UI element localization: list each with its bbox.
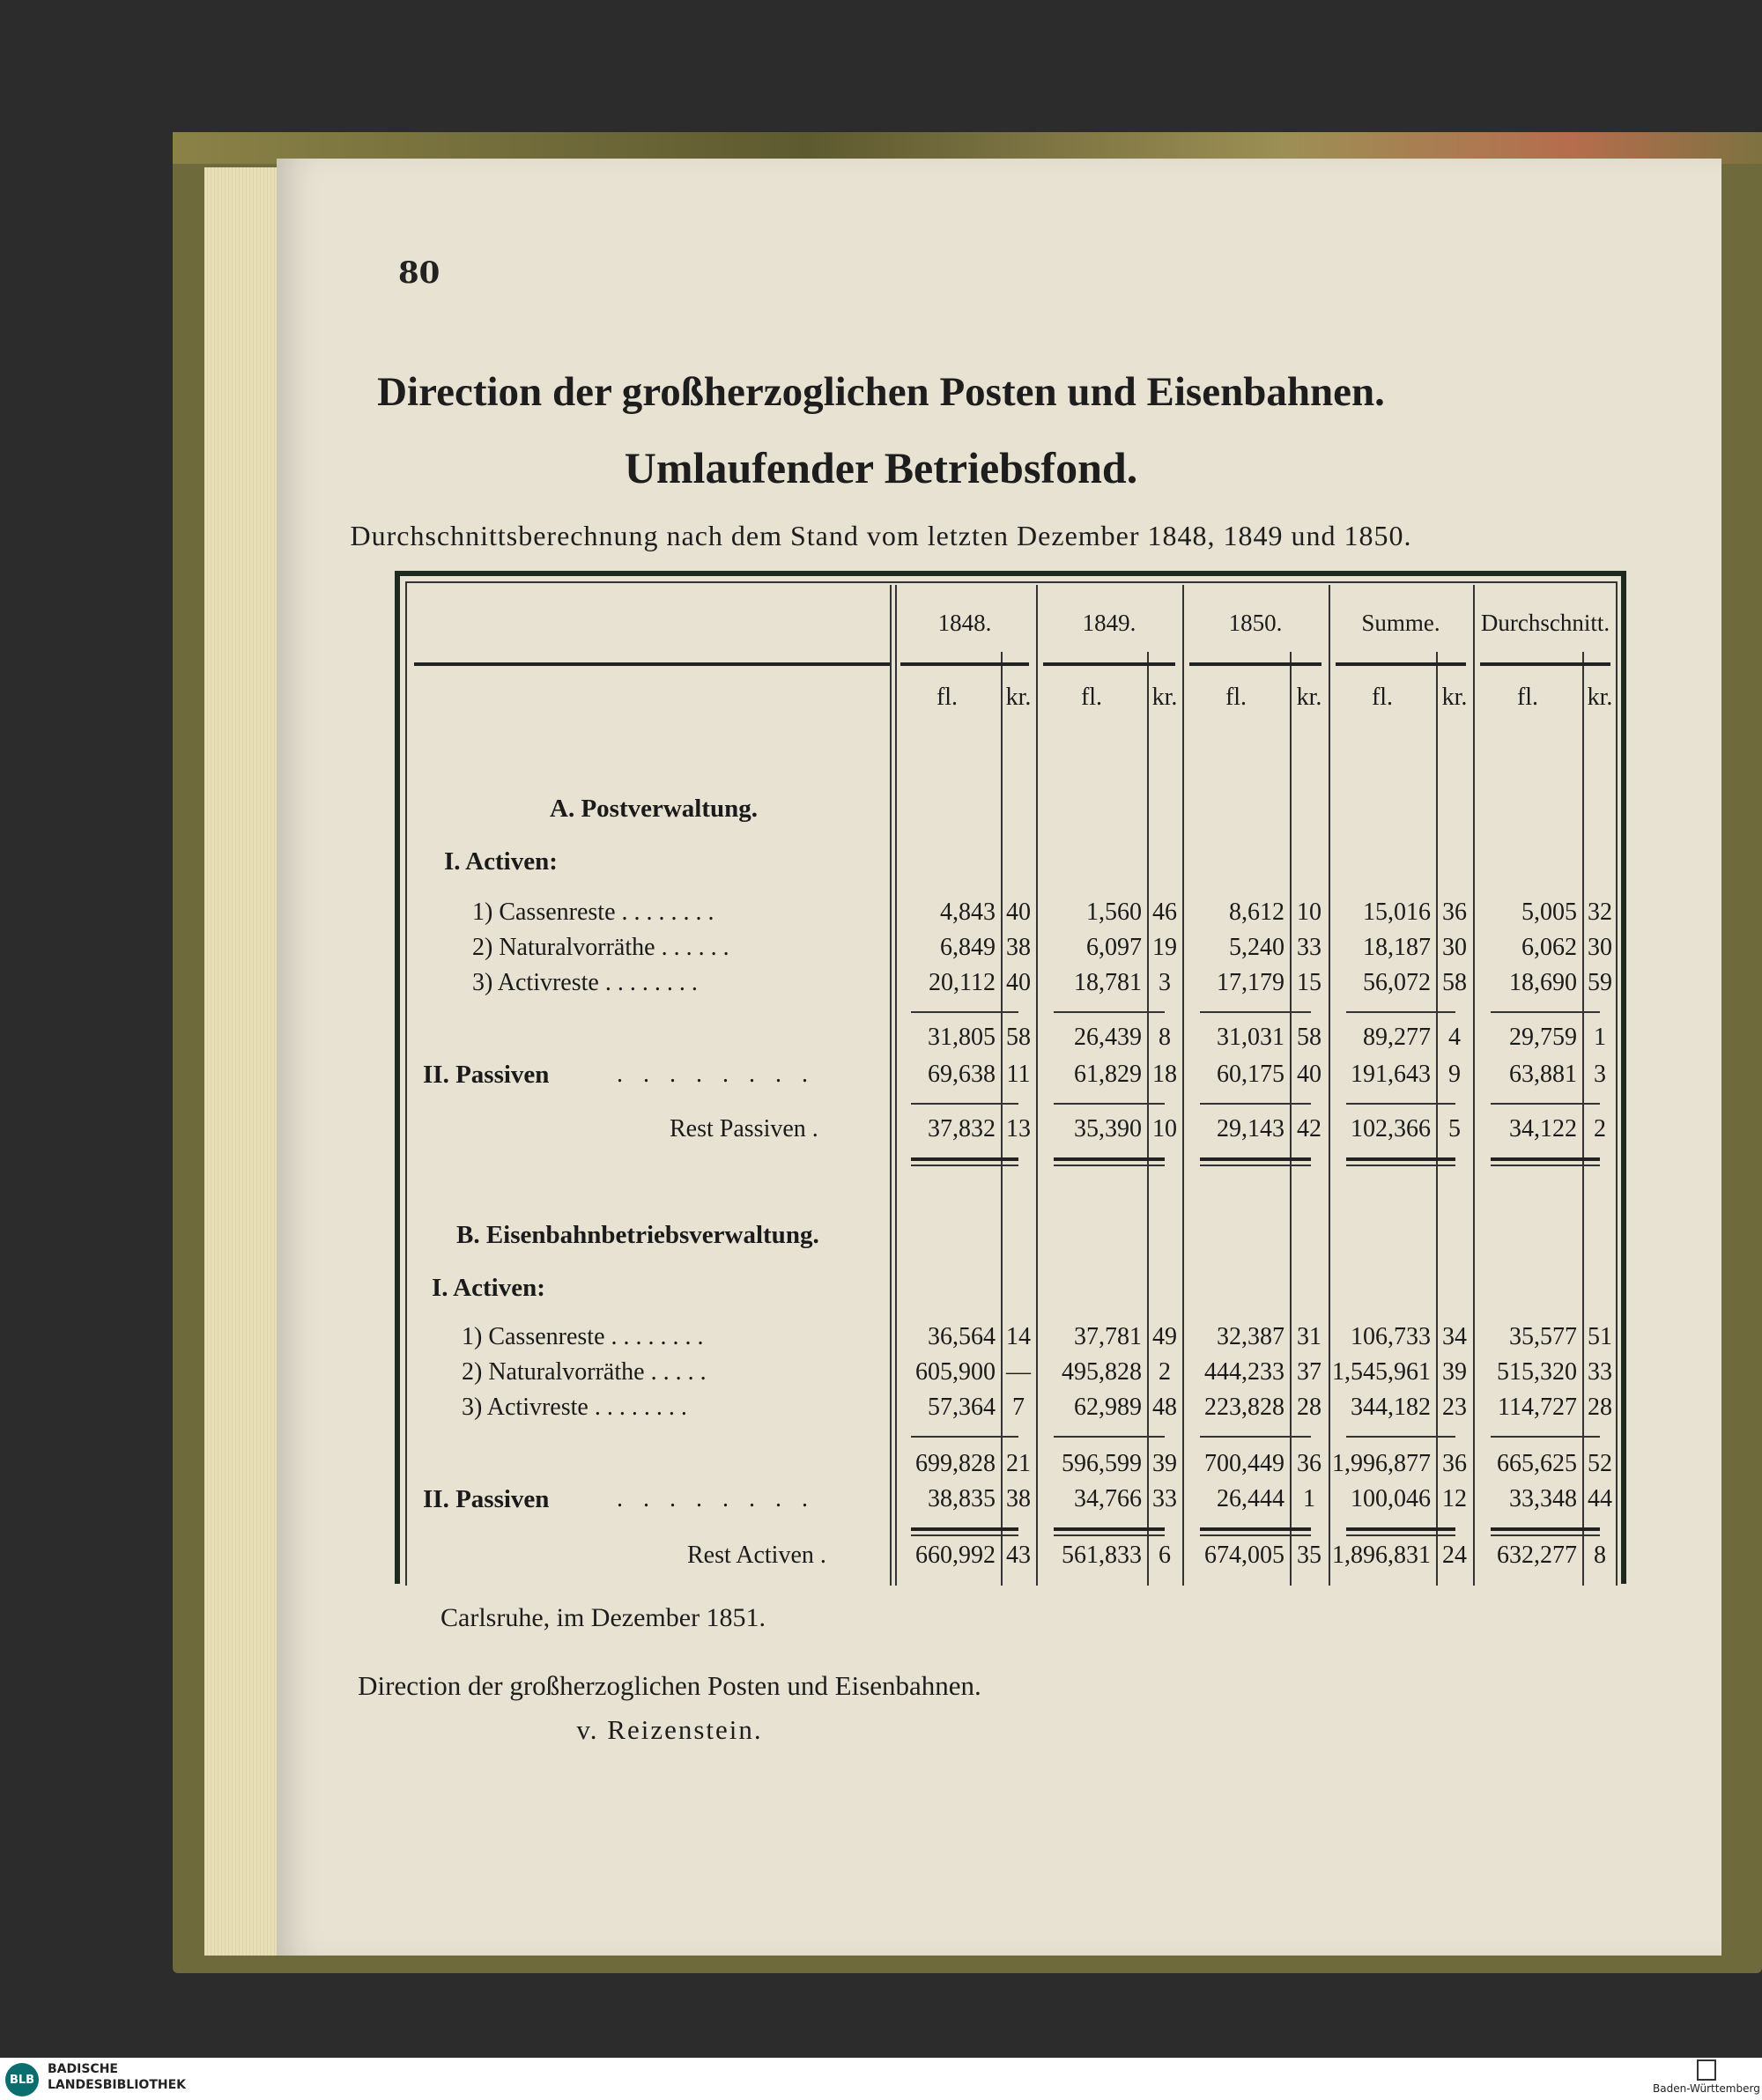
row-label: 2) Naturalvorräthe . . . . . <box>462 1358 707 1386</box>
total-rule <box>1491 1157 1600 1161</box>
a-row-kr: 30 <box>1588 934 1612 961</box>
b-passiven-kr: 44 <box>1588 1485 1612 1512</box>
header-rule <box>414 662 890 666</box>
b-row-kr: 28 <box>1297 1394 1322 1421</box>
library-footer-bar <box>0 2058 1762 2100</box>
b-row-fl: 36,564 <box>928 1323 996 1350</box>
a-sum-kr: 58 <box>1297 1024 1322 1051</box>
a-sum-fl: 29,759 <box>1509 1024 1577 1051</box>
sum-rule <box>911 1436 1018 1438</box>
a-sum-kr: 4 <box>1448 1024 1461 1051</box>
b-passiven-kr: 38 <box>1006 1485 1031 1512</box>
fl-header: fl. <box>1516 684 1539 711</box>
b-row-fl: 35,577 <box>1509 1323 1577 1350</box>
activen-heading: I. Activen: <box>444 847 558 876</box>
total-rule <box>1054 1534 1165 1536</box>
b-rest-fl: 1,896,831 <box>1332 1542 1431 1569</box>
kr-header: kr. <box>1587 684 1613 711</box>
a-rest-fl: 35,390 <box>1074 1115 1142 1142</box>
row-label: 3) Activreste . . . . . . . . <box>472 969 698 996</box>
total-rule <box>1054 1165 1165 1166</box>
b-row-fl: 344,182 <box>1351 1394 1431 1421</box>
a-passiven-fl: 63,881 <box>1509 1061 1577 1088</box>
a-sum-fl: 31,805 <box>928 1024 996 1051</box>
b-sum-fl: 596,599 <box>1062 1450 1142 1477</box>
b-sum-kr: 39 <box>1152 1450 1177 1477</box>
passiven-heading: II. Passiven <box>423 1485 550 1513</box>
total-rule <box>1346 1534 1455 1536</box>
a-row-fl: 56,072 <box>1363 969 1431 996</box>
library-name <box>48 2061 186 2093</box>
b-sum-fl: 699,828 <box>915 1450 996 1477</box>
sum-rule <box>1491 1011 1600 1013</box>
blb-logo: BLB <box>5 2063 39 2096</box>
a-row-fl: 4,843 <box>940 898 996 926</box>
a-row-fl: 17,179 <box>1217 969 1284 996</box>
a-row-fl: 1,560 <box>1086 898 1142 926</box>
total-rule <box>1346 1165 1455 1166</box>
b-row-kr: 48 <box>1152 1394 1177 1421</box>
total-rule <box>911 1165 1018 1166</box>
a-sum-fl: 31,031 <box>1217 1024 1284 1051</box>
b-passiven-fl: 38,835 <box>928 1485 996 1512</box>
kr-header: kr. <box>1151 684 1178 711</box>
sum-rule <box>1200 1011 1311 1013</box>
b-row-kr: 51 <box>1588 1323 1612 1350</box>
total-rule <box>1346 1527 1455 1531</box>
b-row-kr: 7 <box>1012 1394 1025 1421</box>
fl-header: fl. <box>936 684 959 711</box>
sum-rule <box>1200 1103 1311 1105</box>
total-rule <box>1054 1157 1165 1161</box>
a-rest-kr: 42 <box>1297 1115 1322 1142</box>
b-sum-kr: 52 <box>1588 1450 1612 1477</box>
sum-rule <box>911 1011 1018 1013</box>
b-row-kr: 31 <box>1297 1323 1322 1350</box>
a-rest-fl: 29,143 <box>1217 1115 1284 1142</box>
sum-rule <box>1346 1011 1455 1013</box>
b-passiven-fl: 100,046 <box>1351 1485 1431 1512</box>
fl-header: fl. <box>1371 684 1394 711</box>
b-row-fl: 37,781 <box>1074 1323 1142 1350</box>
a-sum-kr: 58 <box>1006 1024 1031 1051</box>
a-rest-kr: 5 <box>1448 1115 1461 1142</box>
b-passiven-fl: 34,766 <box>1074 1485 1142 1512</box>
rest-label: Rest Activen . <box>687 1542 826 1569</box>
a-row-fl: 18,187 <box>1363 934 1431 961</box>
b-sum-fl: 700,449 <box>1204 1450 1284 1477</box>
year-header: Summe. <box>1361 610 1440 636</box>
a-passiven-fl: 60,175 <box>1217 1061 1284 1088</box>
a-row-kr: 46 <box>1152 898 1177 926</box>
title-heading: Direction der großherzoglichen Posten und Eisenbahnen. <box>377 369 1385 415</box>
sum-rule <box>1054 1436 1165 1438</box>
a-row-fl: 6,097 <box>1086 934 1142 961</box>
b-rest-fl: 561,833 <box>1062 1542 1142 1569</box>
b-row-fl: 495,828 <box>1062 1358 1142 1386</box>
fl-header: fl. <box>1225 684 1247 711</box>
signature-name: v. Reizenstein. <box>576 1714 763 1745</box>
a-sum-fl: 26,439 <box>1074 1024 1142 1051</box>
b-row-fl: 32,387 <box>1217 1323 1284 1350</box>
sum-rule <box>1054 1103 1165 1105</box>
a-row-kr: 19 <box>1152 934 1177 961</box>
a-row-kr: 30 <box>1442 934 1467 961</box>
year-header: Durchschnitt. <box>1480 610 1610 636</box>
subtitle-heading: Umlaufender Betriebsfond. <box>624 443 1138 492</box>
a-rest-kr: 13 <box>1006 1115 1031 1142</box>
total-rule <box>911 1157 1018 1161</box>
a-rest-fl: 37,832 <box>928 1115 996 1142</box>
fl-header: fl. <box>1080 684 1103 711</box>
place-date: Carlsruhe, im Dezember 1851. <box>440 1603 766 1632</box>
b-row-kr: 37 <box>1297 1358 1322 1386</box>
header-rule <box>1189 662 1322 666</box>
column-rule <box>890 585 892 1586</box>
a-row-fl: 6,849 <box>940 934 996 961</box>
row-label: 1) Cassenreste . . . . . . . . <box>472 898 714 926</box>
a-passiven-kr: 9 <box>1448 1061 1461 1088</box>
year-header: 1849. <box>1082 610 1136 636</box>
a-rest-fl: 34,122 <box>1509 1115 1577 1142</box>
header-rule <box>1480 662 1610 666</box>
sum-rule <box>1491 1103 1600 1105</box>
b-row-kr: 2 <box>1159 1358 1171 1386</box>
b-row-kr: 23 <box>1442 1394 1467 1421</box>
total-rule <box>911 1527 1018 1531</box>
a-row-fl: 6,062 <box>1521 934 1577 961</box>
a-row-kr: 32 <box>1588 898 1612 926</box>
b-sum-fl: 665,625 <box>1497 1450 1577 1477</box>
a-row-kr: 58 <box>1442 969 1467 996</box>
a-row-fl: 20,112 <box>929 969 996 996</box>
page-number: 80 <box>398 255 440 291</box>
a-row-fl: 15,016 <box>1363 898 1431 926</box>
b-sum-kr: 21 <box>1006 1450 1031 1477</box>
total-rule <box>911 1534 1018 1536</box>
kr-header: kr. <box>1441 684 1468 711</box>
header-rule <box>1336 662 1466 666</box>
section-a-heading: A. Postverwaltung. <box>550 795 759 823</box>
coat-of-arms-icon <box>1697 2059 1716 2081</box>
sum-rule <box>1346 1436 1455 1438</box>
a-row-kr: 38 <box>1006 934 1031 961</box>
year-header: 1848. <box>937 610 992 636</box>
b-row-fl: 114,727 <box>1498 1394 1577 1421</box>
rest-label: Rest Passiven . <box>670 1115 818 1142</box>
b-passiven-kr: 33 <box>1152 1485 1177 1512</box>
a-row-fl: 18,690 <box>1509 969 1577 996</box>
a-row-fl: 8,612 <box>1229 898 1284 926</box>
total-rule <box>1200 1165 1311 1166</box>
header-rule <box>1043 662 1175 666</box>
a-row-kr: 33 <box>1297 934 1322 961</box>
b-row-fl: 444,233 <box>1204 1358 1284 1386</box>
b-row-kr: 33 <box>1588 1358 1612 1386</box>
row-label: 2) Naturalvorräthe . . . . . . <box>472 934 729 961</box>
b-row-kr: 39 <box>1442 1358 1467 1386</box>
b-passiven-kr: 12 <box>1442 1485 1467 1512</box>
b-rest-kr: 43 <box>1006 1542 1031 1569</box>
section-b-heading: B. Eisenbahnbetriebsverwaltung. <box>456 1221 819 1249</box>
a-passiven-kr: 11 <box>1006 1061 1031 1088</box>
a-passiven-kr: 18 <box>1152 1061 1177 1088</box>
activen-heading: I. Activen: <box>432 1274 545 1302</box>
b-sum-kr: 36 <box>1297 1450 1322 1477</box>
b-row-fl: 223,828 <box>1204 1394 1284 1421</box>
a-row-fl: 18,781 <box>1074 969 1142 996</box>
b-row-fl: 605,900 <box>915 1358 996 1386</box>
row-dots: . . . . . . . . <box>617 1485 815 1512</box>
kr-header: kr. <box>1296 684 1322 711</box>
total-rule <box>1346 1157 1455 1161</box>
library-name-line1: BADISCHE <box>48 2062 118 2076</box>
b-rest-fl: 674,005 <box>1204 1542 1284 1569</box>
b-rest-kr: 35 <box>1297 1542 1322 1569</box>
library-name-line2: LANDESBIBLIOTHEK <box>48 2078 187 2092</box>
total-rule <box>1491 1527 1600 1531</box>
total-rule <box>1491 1534 1600 1536</box>
total-rule <box>1200 1527 1311 1531</box>
b-row-kr: 28 <box>1588 1394 1612 1421</box>
b-row-kr: 14 <box>1006 1323 1031 1350</box>
total-rule <box>1054 1527 1165 1531</box>
a-rest-kr: 2 <box>1594 1115 1606 1142</box>
sum-rule <box>911 1103 1018 1105</box>
row-label: 1) Cassenreste . . . . . . . . <box>462 1323 704 1350</box>
a-passiven-fl: 69,638 <box>928 1061 996 1088</box>
b-rest-kr: 6 <box>1159 1542 1171 1569</box>
sum-rule <box>1346 1103 1455 1105</box>
a-row-kr: 10 <box>1297 898 1322 926</box>
b-row-kr: — <box>1006 1358 1031 1386</box>
b-row-fl: 106,733 <box>1351 1323 1431 1350</box>
sum-rule <box>1491 1436 1600 1438</box>
a-rest-kr: 10 <box>1152 1115 1177 1142</box>
a-row-kr: 59 <box>1588 969 1612 996</box>
a-passiven-kr: 40 <box>1297 1061 1322 1088</box>
a-passiven-fl: 191,643 <box>1351 1061 1431 1088</box>
b-row-fl: 515,320 <box>1497 1358 1577 1386</box>
total-rule <box>1200 1534 1311 1536</box>
b-rest-fl: 660,992 <box>915 1542 996 1569</box>
a-row-fl: 5,240 <box>1229 934 1284 961</box>
a-row-kr: 36 <box>1442 898 1467 926</box>
a-sum-kr: 8 <box>1159 1024 1171 1051</box>
kr-header: kr. <box>1005 684 1032 711</box>
a-sum-fl: 89,277 <box>1363 1024 1431 1051</box>
state-label: Baden-Württemberg <box>1653 2082 1760 2095</box>
b-rest-fl: 632,277 <box>1497 1542 1577 1569</box>
total-rule <box>1491 1165 1600 1166</box>
b-row-kr: 34 <box>1442 1323 1467 1350</box>
calculation-caption: Durchschnittsberechnung nach dem Stand vom letzten Dezember 1848, 1849 und 1850. <box>350 520 1412 551</box>
row-label: 3) Activreste . . . . . . . . <box>462 1394 687 1421</box>
a-row-kr: 15 <box>1297 969 1322 996</box>
a-passiven-kr: 3 <box>1594 1061 1606 1088</box>
row-dots: . . . . . . . . <box>617 1061 815 1088</box>
b-row-fl: 1,545,961 <box>1332 1358 1431 1386</box>
sum-rule <box>1054 1011 1165 1013</box>
a-passiven-fl: 61,829 <box>1074 1061 1142 1088</box>
header-rule <box>900 662 1029 666</box>
a-rest-fl: 102,366 <box>1351 1115 1431 1142</box>
a-row-kr: 40 <box>1006 898 1031 926</box>
a-row-kr: 3 <box>1159 969 1171 996</box>
total-rule <box>1200 1157 1311 1161</box>
sum-rule <box>1200 1436 1311 1438</box>
year-header: 1850. <box>1228 610 1283 636</box>
b-rest-kr: 24 <box>1442 1542 1467 1569</box>
a-row-fl: 5,005 <box>1521 898 1577 926</box>
b-passiven-kr: 1 <box>1303 1485 1315 1512</box>
b-passiven-fl: 33,348 <box>1509 1485 1577 1512</box>
b-sum-fl: 1,996,877 <box>1332 1450 1431 1477</box>
a-sum-kr: 1 <box>1594 1024 1606 1051</box>
b-passiven-fl: 26,444 <box>1217 1485 1284 1512</box>
signature-org: Direction der großherzoglichen Posten und Eisenbahnen. <box>358 1670 981 1701</box>
b-rest-kr: 8 <box>1594 1542 1606 1569</box>
b-sum-kr: 36 <box>1442 1450 1467 1477</box>
b-row-kr: 49 <box>1152 1323 1177 1350</box>
b-row-fl: 62,989 <box>1074 1394 1142 1421</box>
a-row-kr: 40 <box>1006 969 1031 996</box>
b-row-fl: 57,364 <box>928 1394 996 1421</box>
passiven-heading: II. Passiven <box>423 1061 550 1089</box>
